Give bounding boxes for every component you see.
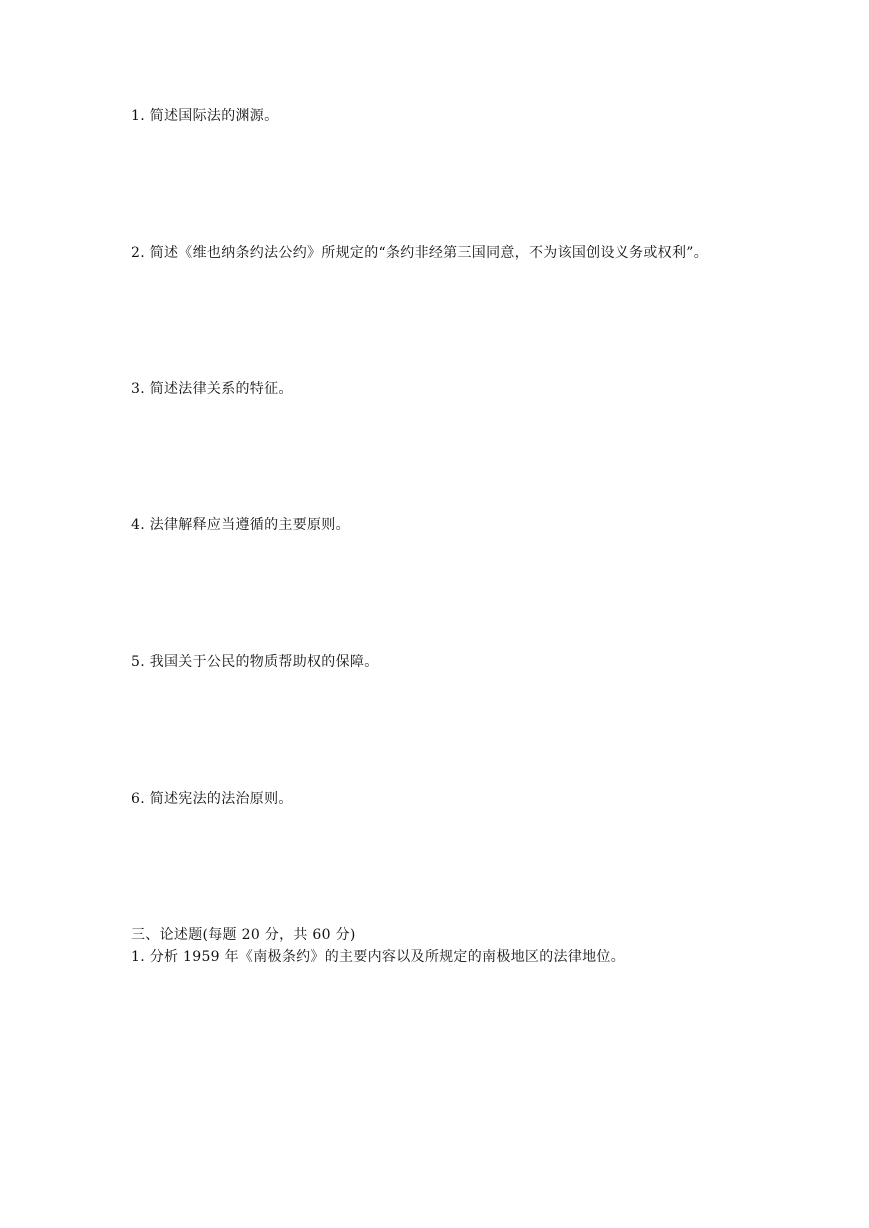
section-heading: 三、论述题(每题 20 分，共 60 分) — [131, 927, 356, 943]
question-5: 5. 我国关于公民的物质帮助权的保障。 — [131, 654, 379, 670]
question-1: 1. 简述国际法的渊源。 — [131, 108, 279, 124]
question-3: 3. 简述法律关系的特征。 — [131, 381, 293, 397]
question-4: 4. 法律解释应当遵循的主要原则。 — [131, 517, 350, 533]
essay-question-1: 1. 分析 1959 年《南极条约》的主要内容以及所规定的南极地区的法律地位。 — [131, 949, 626, 965]
question-6: 6. 简述宪法的法治原则。 — [131, 791, 293, 807]
question-2: 2. 简述《维也纳条约法公约》所规定的“条约非经第三国同意，不为该国创设义务或权利”。 — [131, 245, 709, 261]
